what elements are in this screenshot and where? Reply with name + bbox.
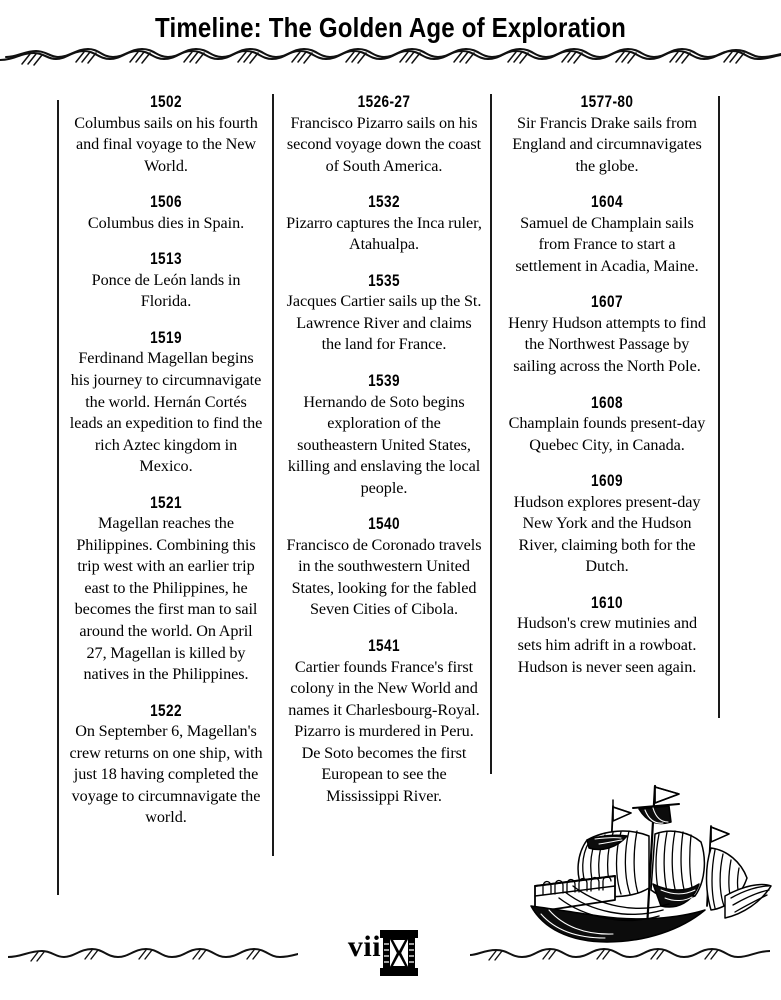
entry-text: Samuel de Champlain sails from France to start a settlement in Acadia, Maine.	[515, 213, 699, 275]
entry-year: 1532	[368, 192, 400, 212]
entry-text: Hernando de Soto begins exploration of the southeastern United States, killing and enslaving the local people.	[287, 392, 481, 497]
timeline-entry	[504, 92, 710, 177]
entry-year: 1609	[591, 471, 623, 491]
entry-text: Ferdinand Magellan begins his journey to circumnavigate the world. Hernán Cortés leads an expedition to find the rich Aztec kingdom in Mexico.	[69, 349, 263, 476]
entry-year: 1522	[150, 700, 182, 720]
timeline-column-1	[68, 92, 264, 829]
entry-text: Ponce de León lands in Florida.	[91, 270, 241, 311]
timeline-entry	[504, 393, 710, 457]
entry-year: 1519	[150, 327, 182, 347]
timeline-entry	[504, 192, 710, 277]
entry-year: 1535	[368, 270, 400, 290]
entry-year: 1607	[591, 292, 623, 312]
column-divider	[718, 96, 720, 718]
entry-year: 1513	[150, 249, 182, 269]
entry-text: Francisco de Coronado travels in the southwestern United States, looking for the fabled Seven Cities of Cibola.	[286, 535, 482, 619]
timeline-entry	[504, 593, 710, 678]
entry-text: On September 6, Magellan's crew returns on one ship, with just 18 having completed the voyage to circumnavigate the world.	[69, 722, 263, 827]
page-footer	[0, 932, 781, 982]
timeline-entry	[68, 328, 264, 478]
page-title: Timeline: The Golden Age of Exploration	[155, 12, 626, 43]
timeline-entry	[286, 92, 482, 177]
entry-year: 1610	[591, 592, 623, 612]
entry-text: Jacques Cartier sails up the St. Lawrence River and claims the land for France.	[286, 292, 482, 354]
entry-year: 1604	[591, 192, 623, 212]
timeline-entry	[286, 271, 482, 356]
timeline-column-3	[504, 92, 710, 678]
entry-text: Hudson explores present-day New York and the Hudson River, claiming both for the Dutch.	[513, 492, 701, 576]
entry-year: 1506	[150, 192, 182, 212]
timeline-entry	[68, 701, 264, 829]
entry-text: Columbus dies in Spain.	[87, 213, 245, 232]
hourglass-icon	[377, 928, 421, 978]
timeline-entry	[68, 192, 264, 234]
timeline-entry	[68, 92, 264, 177]
timeline-entry	[286, 192, 482, 256]
entry-year: 1541	[368, 636, 400, 656]
entry-year: 1540	[368, 514, 400, 534]
timeline-entry	[68, 249, 264, 313]
timeline-entry	[286, 636, 482, 807]
timeline-entry	[286, 371, 482, 499]
entry-text: Hudson's crew mutinies and sets him adrift in a rowboat. Hudson is never seen again.	[516, 614, 698, 676]
entry-year: 1521	[150, 492, 182, 512]
timeline-entry	[68, 493, 264, 686]
sailing-ship-illustration-icon	[529, 778, 773, 944]
wavy-rule-icon	[0, 44, 781, 70]
column-divider	[57, 100, 59, 895]
entry-text: Columbus sails on his fourth and final voyage to the New World.	[74, 113, 258, 175]
entry-year: 1539	[368, 371, 400, 391]
timeline-entry	[504, 292, 710, 377]
entry-text: Henry Hudson attempts to find the Northwest Passage by sailing across the North Pole.	[508, 313, 706, 376]
timeline-column-2	[286, 92, 482, 807]
entry-text: Cartier founds France's first colony in the New World and names it Charlesbourg-Royal. Pizarro is murdered in Peru. De Soto becomes the first European to see the Mississippi River.	[288, 657, 480, 805]
entry-year: 1502	[150, 92, 182, 111]
entry-text: Francisco Pizarro sails on his second voyage down the coast of South America.	[286, 113, 482, 175]
column-divider	[490, 94, 492, 774]
entry-text: Champlain founds present-day Quebec City, in Canada.	[508, 414, 706, 454]
entry-year: 1577-80	[580, 92, 634, 111]
entry-text: Sir Francis Drake sails from England and circumnavigates the globe.	[512, 113, 702, 175]
entry-text: Magellan reaches the Philippines. Combining this trip west with an earlier trip east to the Philippines, he becomes the first man to sail around the world. On April 27, Magellan is killed by natives in the Philippines.	[74, 514, 258, 684]
timeline-entry	[286, 514, 482, 621]
entry-year: 1608	[591, 392, 623, 412]
page-number: vii	[347, 930, 382, 963]
timeline-entry	[504, 471, 710, 578]
entry-text: Pizarro captures the Inca ruler, Atahualpa.	[286, 213, 482, 254]
entry-year: 1526-27	[357, 92, 411, 111]
column-divider	[272, 94, 274, 856]
